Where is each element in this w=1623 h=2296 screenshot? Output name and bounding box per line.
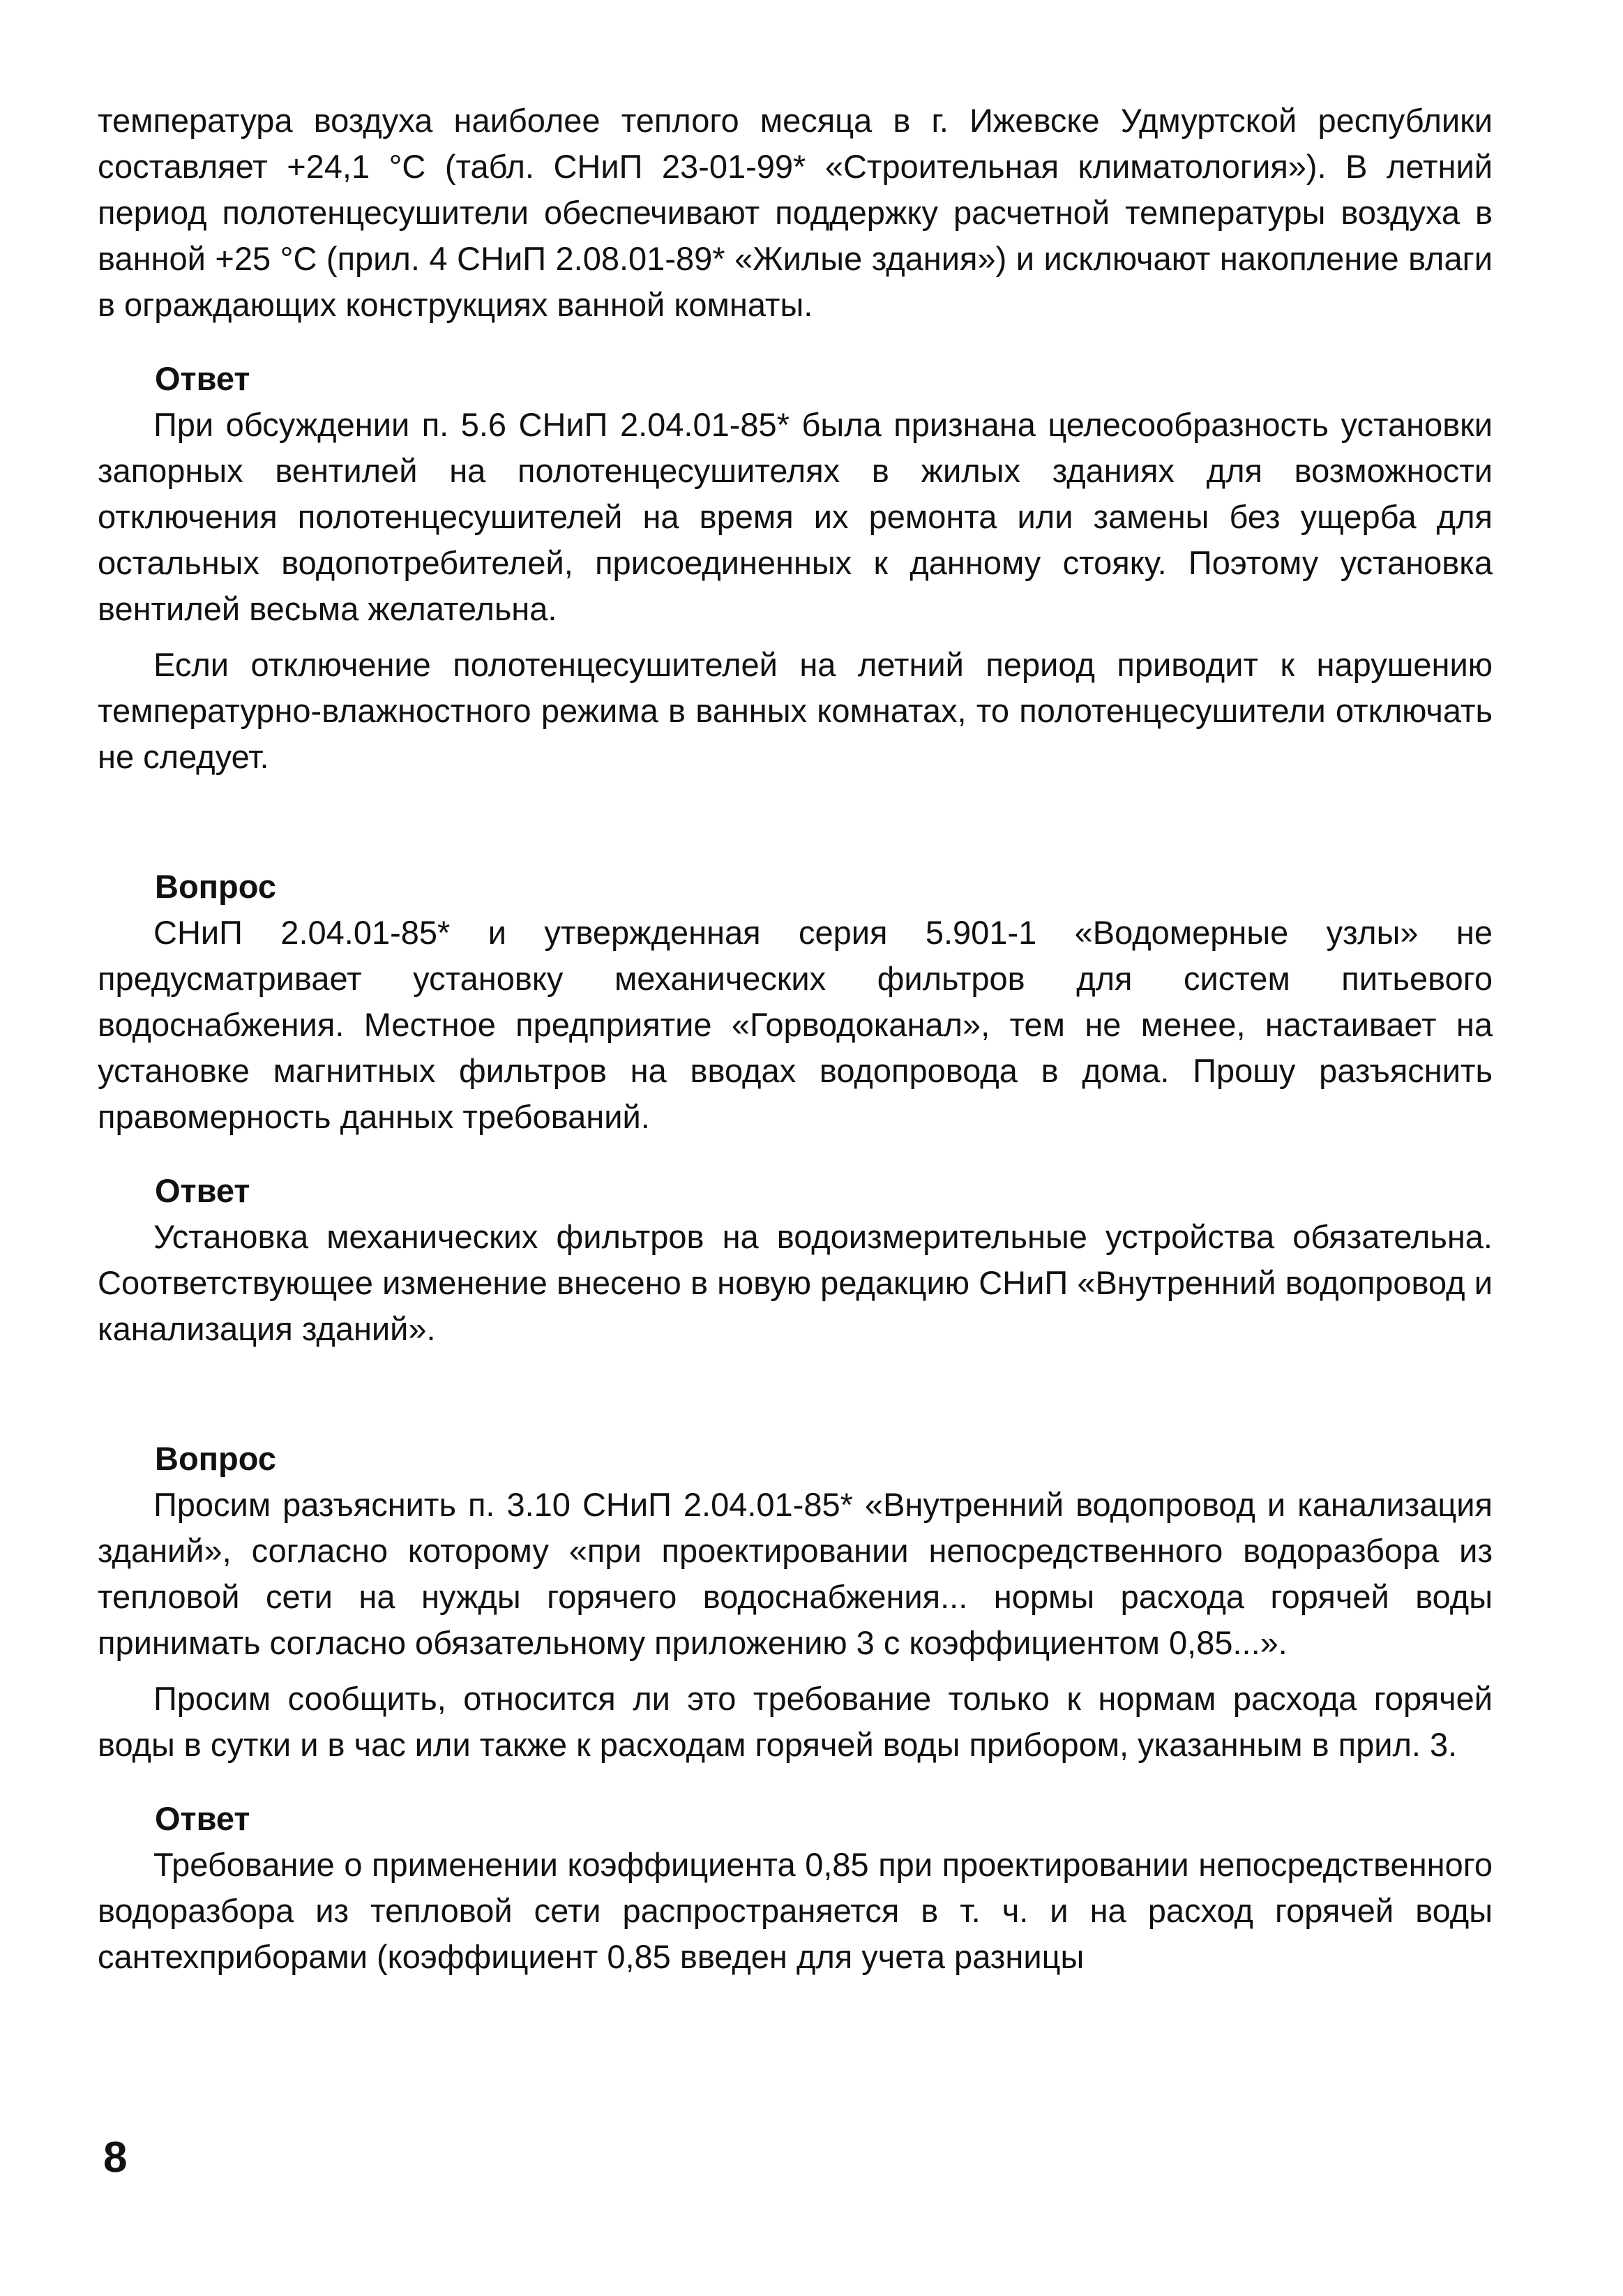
answer-heading-1: Ответ [155,360,250,397]
body-paragraph-2: При обсуждении п. 5.6 СНиП 2.04.01-85* была признана целесообразность установки запорных вентилей на полотенцесушителях в жилых зданиях для возможности отключения полотенцесушителей на время их ремонта или замены без ущерба для остальных водопотребителей, присоединенных к данному стояку. Поэтому установка вентилей весьма желательна. [98,406,1493,627]
document-page [98,98,1493,1980]
body-paragraph-8: Требование о применении коэффициента 0,85 при проектировании непосредственного водоразбора из тепловой сети распространяется в т. ч. и на расход горячей воды сантехприборами (коэффициент 0,85 введен для учета разницы [98,1846,1493,1975]
question-heading-2: Вопрос [155,1440,276,1477]
body-paragraph-6: Просим разъяснить п. 3.10 СНиП 2.04.01-85* «Внутренний водопровод и канализация зданий», согласно которому «при проектировании непосредственного водоразбора из тепловой сети на нужды горячего водоснабжения... нормы расхода горячей воды принимать согласно обязательному приложению 3 с коэффициентом 0,85...». [98,1486,1493,1661]
body-paragraph-7: Просим сообщить, относится ли это требование только к нормам расхода горячей воды в сутки и в час или также к расходам горячей воды прибором, указанным в прил. 3. [98,1680,1493,1763]
answer-heading-2: Ответ [155,1172,250,1209]
body-paragraph-4: СНиП 2.04.01-85* и утвержденная серия 5.901-1 «Водомерные узлы» не предусматривает установку механических фильтров для систем питьевого водоснабжения. Местное предприятие «Горводоканал», тем не менее, настаивает на установке магнитных фильтров на вводах водопровода в дома. Прошу разъяснить правомерность данных требований. [98,914,1493,1135]
page-number: 8 [103,2133,128,2182]
body-paragraph-1: температура воздуха наиболее теплого месяца в г. Ижевске Удмуртской республики составляет +24,1 °С (табл. СНиП 23-01-99* «Строительная климатология»). В летний период полотенцесушители обеспечивают поддержку расчетной температуры воздуха в ванной +25 °С (прил. 4 СНиП 2.08.01-89* «Жилые здания») и исключают накопление влаги в ограждающих конструкциях ванной комнаты. [98,102,1493,323]
answer-heading-3: Ответ [155,1800,250,1837]
body-paragraph-5: Установка механических фильтров на водоизмерительные устройства обязательна. Соответствующее изменение внесено в новую редакцию СНиП «Внутренний водопровод и канализация зданий». [98,1218,1493,1347]
question-heading-1: Вопрос [155,868,276,905]
body-paragraph-3: Если отключение полотенцесушителей на летний период приводит к нарушению температурно-влажностного режима в ванных комнатах, то полотенцесушители отключать не следует. [98,646,1493,775]
